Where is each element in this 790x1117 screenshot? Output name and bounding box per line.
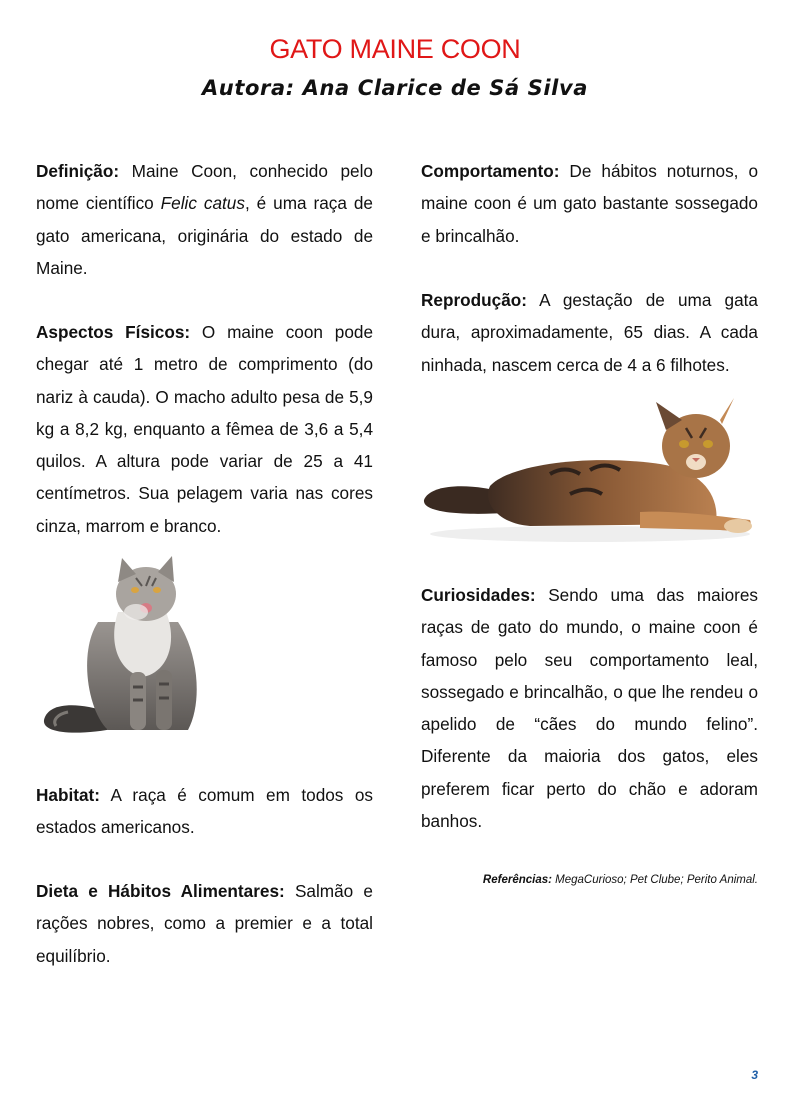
dieta-label: Dieta e Hábitos Alimentares: [36, 881, 285, 901]
definicao-label: Definição: [36, 161, 120, 181]
references [421, 874, 758, 886]
section-curiosidades [421, 579, 758, 837]
comportamento-label: Comportamento: [421, 161, 560, 181]
section-reproducao [421, 284, 758, 381]
aspectos-label: Aspectos Físicos: [36, 322, 191, 342]
references-text: MegaCurioso; Pet Clube; Perito Animal. [551, 874, 758, 886]
lying-tortie-cat-image [420, 394, 760, 544]
reproducao-text: A gestação de uma gata dura, aproximadamente, 65 dias. A cada ninhada, nascem cerca de 4 a 6 filhotes. [421, 290, 758, 375]
section-comportamento [421, 155, 758, 252]
section-definicao [36, 155, 373, 284]
habitat-text: A raça é comum em todos os estados americanos. [36, 785, 373, 838]
comportamento-text: De hábitos noturnos, o maine coon é um gato bastante sossegado e brincalhão. [421, 161, 758, 246]
aspectos-text: O maine coon pode chegar até 1 metro de comprimento (do nariz à cauda). O macho adulto pesa de 5,9 kg a 8,2 kg, enquanto a fêmea de 3,6 a 5,4 quilos. A altura pode variar de 25 a 41 centímetros. Sua pelagem varia nas cores cinza, marrom e branco. [36, 322, 374, 536]
scientific-name: Felic catus [160, 193, 245, 214]
author-line: Autora: Ana Clarice de Sá Silva [201, 76, 589, 100]
section-aspectos-fisicos [36, 316, 373, 542]
curiosidades-text: Sendo uma das maiores raças de gato do mundo, o maine coon é famoso pelo seu comportamento leal, sossegado e brincalhão, o que lhe rendeu o apelido de “cães do mundo felino”. Diferente da maioria dos gatos, eles preferem ficar perto do chão e adoram banhos. [421, 585, 758, 832]
definicao-text-2: , é uma raça de gato americana, originária do estado de Maine. [36, 193, 373, 278]
page-number: 3 [751, 1068, 758, 1082]
sitting-gray-cat-image [38, 552, 218, 742]
dieta-text: Salmão e rações nobres, como a premier e a total equilíbrio. [36, 881, 373, 966]
section-habitat [36, 779, 373, 844]
reproducao-label: Reprodução: [421, 290, 527, 310]
definicao-text-1: Maine Coon, conhecido pelo nome científico [36, 161, 373, 214]
references-label: Referências: [482, 874, 552, 886]
page-title: GATO MAINE COON [269, 34, 521, 64]
curiosidades-label: Curiosidades: [421, 585, 536, 605]
habitat-label: Habitat: [36, 785, 100, 805]
section-dieta [36, 875, 373, 972]
